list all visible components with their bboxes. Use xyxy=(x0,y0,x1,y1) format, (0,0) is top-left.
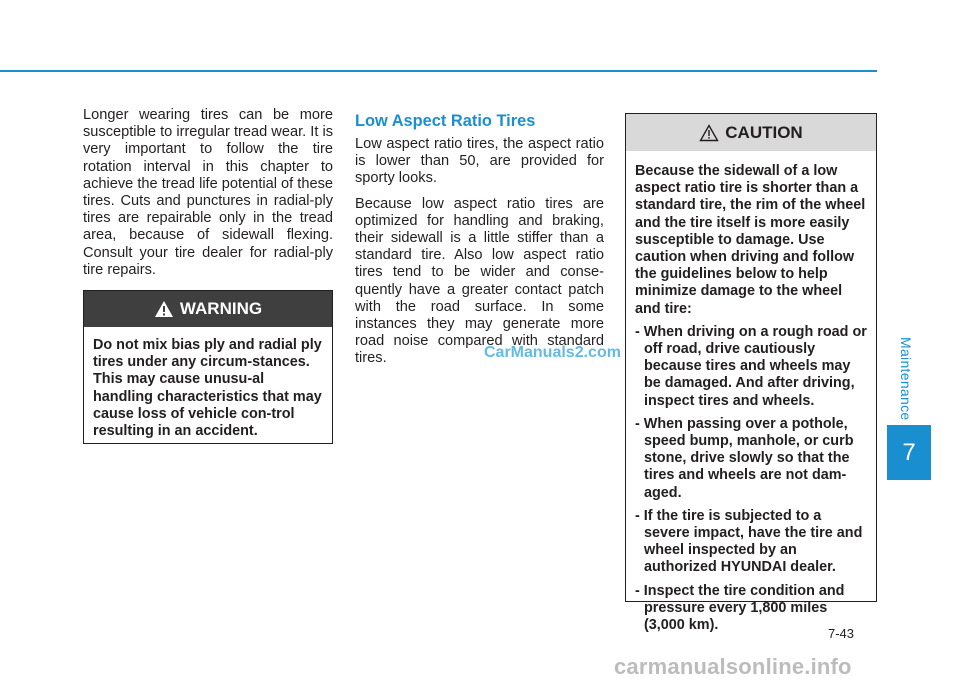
caution-intro: Because the sidewall of a low aspect ratio tire is shorter than a standard tire, the rim of the wheel and the tire itself is more easily susceptible to damage. Use caution when driving and follow the guidelines below to help minimize damage to the wheel and tire: xyxy=(635,163,866,317)
caution-triangle-icon xyxy=(699,124,719,142)
aspect-ratio-paragraph-1: Low aspect ratio tires, the aspect ratio is lower than 50, are provided for sporty looks. xyxy=(355,136,604,187)
caution-item: - When driving on a rough road or off road, drive cautiously because tires and wheels may be damaged. And after driving, inspect tires and wheels. xyxy=(635,323,867,409)
warning-text: Do not mix bias ply and radial ply tires under any circum-stances. This may cause unusu-al handling characteristics that may cause loss of vehicle con-trol resulting in an accident. xyxy=(93,337,322,440)
section-title: Low Aspect Ratio Tires xyxy=(355,112,536,130)
caution-title: CAUTION xyxy=(725,122,803,142)
warning-title: WARNING xyxy=(179,299,263,318)
page-number: 7-43 xyxy=(828,626,855,641)
caution-header xyxy=(626,114,876,151)
chapter-number-badge: 7 xyxy=(887,425,931,480)
caution-item: - Inspect the tire condition and pressure every 1,800 miles (3,000 km). xyxy=(635,582,845,634)
section-label: Maintenance xyxy=(898,337,914,421)
caution-body xyxy=(626,151,876,634)
caution-item: - If the tire is subjected to a severe impact, have the tire and wheel inspected by an authorized HYUNDAI dealer. xyxy=(635,507,863,576)
aspect-ratio-paragraph-2: Because low aspect ratio tires are optimized for handling and braking, their sidewall is a little stiffer than a standard tire. Also low aspect ratio tires tend to be wider and conse-quently have a greater contact patch with the road surface. In some instances they may generate more road noise compared with standard tires. xyxy=(355,195,604,367)
middle-column xyxy=(355,111,604,368)
header-rule xyxy=(0,70,877,72)
warning-box xyxy=(83,290,333,444)
caution-item: - When passing over a pothole, speed bump, manhole, or curb stone, drive slowly so that the tires and wheels are not dam-aged. xyxy=(635,415,854,501)
warning-triangle-icon xyxy=(154,300,174,318)
left-column xyxy=(83,107,333,279)
tire-wear-paragraph: Longer wearing tires can be more susceptible to irregular tread wear. It is very important to follow the tire rotation interval in this chapter to achieve the tread life potential of these tires. Cuts and punctures in radial-ply tires are repairable only in the tread area, because of sidewall flexing. Consult your tire dealer for radial-ply tire repairs. xyxy=(83,107,333,278)
watermark-link[interactable]: CarManuals2.com xyxy=(484,344,621,361)
warning-header xyxy=(84,291,332,327)
warning-body xyxy=(84,327,332,440)
footer-watermark: carmanualsonline.info xyxy=(614,654,852,679)
